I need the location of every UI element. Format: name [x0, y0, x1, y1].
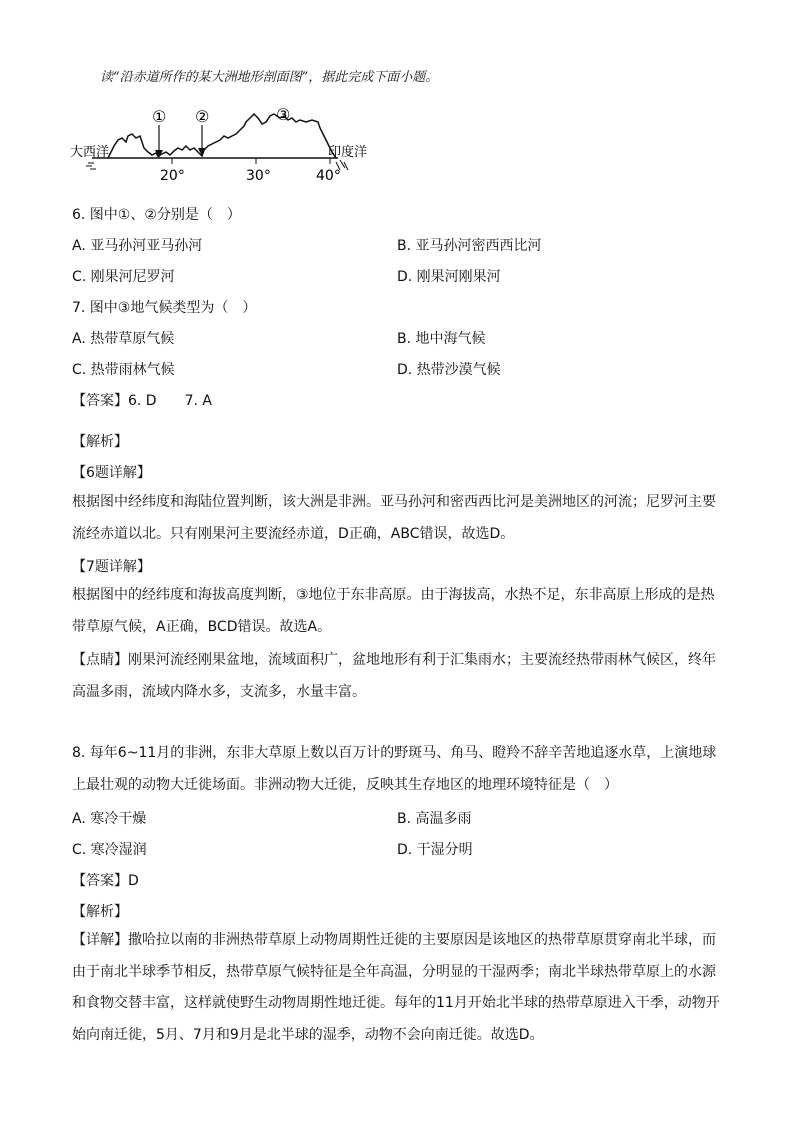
- q7-stem: 7. 图中③地气候类型为（ ）: [72, 300, 257, 316]
- detail7-paragraph: [72, 580, 722, 643]
- highlight-paragraph: [72, 645, 722, 708]
- detail7-text: 根据图中的经纬度和海拔高度判断，③地位于东非高原。由于海拔高，水热不足，东非高原上形成的是热带草原气候，A正确，BCD错误。故选A。: [72, 587, 715, 635]
- q8-option-a: A. 寒冷干燥: [72, 811, 147, 827]
- detail6-text: 根据图中经纬度和海陆位置判断，该大洲是非洲。亚马孙河和密西西比河是美洲地区的河流；尼罗河主要流经赤道以北。只有刚果河主要流经赤道，D正确，ABC错误，故选D。: [72, 494, 716, 542]
- marker-2: ②: [195, 107, 210, 126]
- marker-3: ③: [276, 105, 291, 124]
- detail8-text: 撒哈拉以南的非洲热带草原上动物周期性迁徙的主要原因是该地区的热带草原贯穿南北半球，而由于南北半球季节相反，热带草原气候特征是全年高温，分明显的干湿两季；南北半球热带草原上的水源和食物交替丰富，这样就使野生动物周期性地迁徙。每年的11月开始北半球的热带草原进入干季，动物开始向南迁徙，5月、7月和9月是北半球的湿季，动物不会向南迁徙。故选D。: [72, 932, 720, 1043]
- q7-option-a: A. 热带草原气候: [72, 331, 175, 347]
- q8-stem-paragraph: [72, 738, 722, 801]
- q6-option-d: D. 刚果河刚果河: [397, 269, 501, 285]
- coast-hatch-left: [86, 163, 96, 169]
- q6-option-a: A. 亚马孙河亚马孙河: [72, 238, 203, 254]
- marker-2-arrowhead: [198, 148, 206, 156]
- q8-option-b: B. 高温多雨: [397, 811, 472, 827]
- terrain-profile-line: [108, 114, 336, 158]
- q8-stem: 8. 每年6~11月的非洲，东非大草原上数以百万计的野斑马、角马、瞪羚不辞辛苦地追逐水草，上演地球上最壮观的动物大迁徙场面。非洲动物大迁徙，反映其生存地区的地理环境特征是（ ）: [72, 745, 717, 793]
- q6-option-c: C. 刚果河尼罗河: [72, 269, 175, 285]
- ocean-label-atlantic: 大西洋: [70, 145, 110, 160]
- ocean-label-indian: 印度洋: [328, 145, 368, 160]
- answer-8: [72, 870, 139, 890]
- analysis-label: 【解析】: [72, 434, 128, 450]
- detail8-tag: 【详解】: [72, 932, 128, 948]
- answer8-tag: 【答案】: [72, 873, 128, 889]
- answer-tag: 【答案】: [72, 393, 128, 409]
- answer-text: 6. D 7. A: [128, 393, 212, 409]
- q6-stem: 6. 图中①、②分别是（ ）: [72, 207, 241, 223]
- highlight-text: 刚果河流经刚果盆地，流域面积广，盆地地形有利于汇集雨水；主要流经热带雨林气候区，终年高温多雨，流域内降水多，支流多，水量丰富。: [72, 652, 716, 700]
- marker-1: ①: [152, 107, 167, 126]
- highlight-tag: 【点睛】: [72, 652, 128, 668]
- longitude-30: 30°: [246, 168, 271, 184]
- detail7-tag: 【7题详解】: [72, 559, 151, 575]
- longitude-20: 20°: [160, 168, 185, 184]
- q6-option-b: B. 亚马孙河密西西比河: [397, 238, 542, 254]
- answer8-text: D: [128, 873, 139, 889]
- detail6-paragraph: [72, 487, 722, 550]
- analysis8-label: 【解析】: [72, 904, 128, 920]
- intro-text: 读“沿赤道所作的某大洲地形剖面图”，据此完成下面小题。: [100, 70, 439, 85]
- q7-option-b: B. 地中海气候: [397, 331, 486, 347]
- detail6-tag: 【6题详解】: [72, 465, 151, 481]
- terrain-profile-figure: [70, 100, 390, 190]
- q8-option-c: C. 寒冷湿润: [72, 842, 147, 858]
- q8-option-d: D. 干湿分明: [397, 842, 473, 858]
- longitude-40: 40°: [316, 168, 341, 184]
- answer-67: [72, 390, 212, 410]
- q7-option-c: C. 热带雨林气候: [72, 362, 175, 378]
- q7-option-d: D. 热带沙漠气候: [397, 362, 501, 378]
- detail8-paragraph: [72, 925, 722, 1051]
